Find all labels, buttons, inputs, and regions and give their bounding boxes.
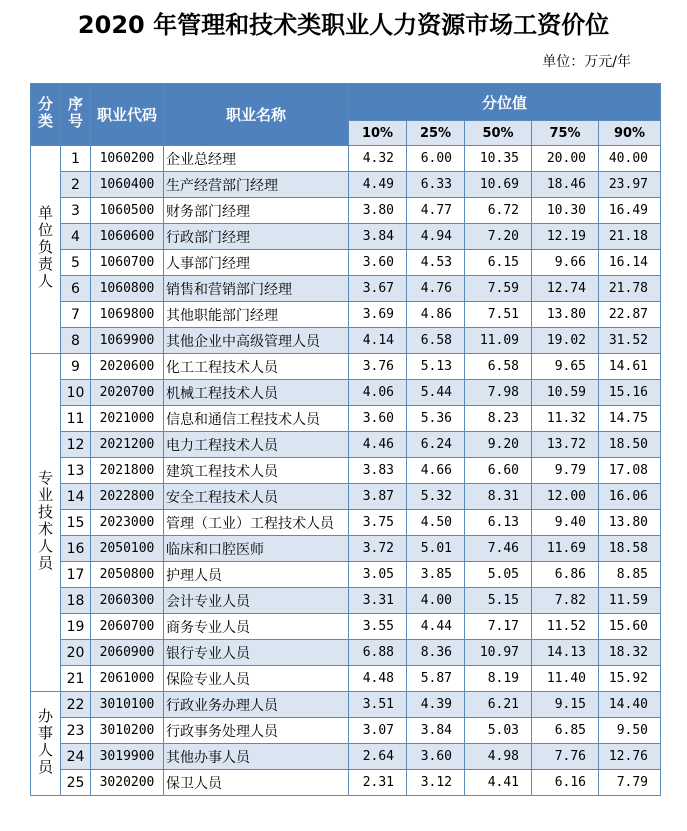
p90-cell: 40.00	[599, 146, 661, 172]
p10-cell: 2.64	[349, 744, 407, 770]
p90-cell: 15.60	[599, 614, 661, 640]
name-cell: 其他企业中高级管理人员	[164, 328, 349, 354]
table-row	[31, 380, 661, 406]
p25-cell: 3.84	[407, 718, 465, 744]
name-cell: 临床和口腔医师	[164, 536, 349, 562]
table-row	[31, 718, 661, 744]
header-code: 职业代码	[91, 84, 164, 146]
header-percentile: 分位值	[349, 84, 661, 121]
p75-cell: 10.30	[532, 198, 599, 224]
name-cell: 企业总经理	[164, 146, 349, 172]
p25-cell: 5.13	[407, 354, 465, 380]
seq-cell: 13	[61, 458, 91, 484]
p25-cell: 3.60	[407, 744, 465, 770]
name-cell: 机械工程技术人员	[164, 380, 349, 406]
p75-cell: 7.82	[532, 588, 599, 614]
p50-cell: 4.98	[465, 744, 532, 770]
p75-cell: 11.69	[532, 536, 599, 562]
table-row	[31, 458, 661, 484]
name-cell: 保险专业人员	[164, 666, 349, 692]
table-row	[31, 588, 661, 614]
table-row	[31, 614, 661, 640]
code-cell: 2020700	[91, 380, 164, 406]
name-cell: 化工工程技术人员	[164, 354, 349, 380]
p10-cell: 4.48	[349, 666, 407, 692]
table-row	[31, 562, 661, 588]
table-row	[31, 146, 661, 172]
name-cell: 会计专业人员	[164, 588, 349, 614]
seq-cell: 4	[61, 224, 91, 250]
p10-cell: 4.06	[349, 380, 407, 406]
code-cell: 3020200	[91, 770, 164, 796]
seq-cell: 11	[61, 406, 91, 432]
table-row	[31, 484, 661, 510]
p90-cell: 15.92	[599, 666, 661, 692]
seq-cell: 15	[61, 510, 91, 536]
p50-cell: 7.20	[465, 224, 532, 250]
category-label: 单位负责人	[36, 205, 54, 290]
name-cell: 保卫人员	[164, 770, 349, 796]
p75-cell: 14.13	[532, 640, 599, 666]
name-cell: 管理（工业）工程技术人员	[164, 510, 349, 536]
p25-cell: 4.86	[407, 302, 465, 328]
header-p25: 25%	[407, 121, 465, 146]
p90-cell: 12.76	[599, 744, 661, 770]
p50-cell: 7.46	[465, 536, 532, 562]
p25-cell: 5.32	[407, 484, 465, 510]
p25-cell: 5.01	[407, 536, 465, 562]
seq-cell: 24	[61, 744, 91, 770]
name-cell: 建筑工程技术人员	[164, 458, 349, 484]
table-row	[31, 666, 661, 692]
name-cell: 安全工程技术人员	[164, 484, 349, 510]
p25-cell: 5.36	[407, 406, 465, 432]
code-cell: 3010200	[91, 718, 164, 744]
p90-cell: 18.50	[599, 432, 661, 458]
p10-cell: 3.55	[349, 614, 407, 640]
p25-cell: 6.00	[407, 146, 465, 172]
name-cell: 商务专业人员	[164, 614, 349, 640]
p90-cell: 21.78	[599, 276, 661, 302]
p75-cell: 18.46	[532, 172, 599, 198]
table-row	[31, 692, 661, 718]
seq-cell: 23	[61, 718, 91, 744]
p25-cell: 8.36	[407, 640, 465, 666]
p75-cell: 9.40	[532, 510, 599, 536]
p25-cell: 4.39	[407, 692, 465, 718]
name-cell: 行政部门经理	[164, 224, 349, 250]
name-cell: 银行专业人员	[164, 640, 349, 666]
code-cell: 2061000	[91, 666, 164, 692]
p75-cell: 9.15	[532, 692, 599, 718]
p25-cell: 6.24	[407, 432, 465, 458]
p75-cell: 6.16	[532, 770, 599, 796]
p90-cell: 9.50	[599, 718, 661, 744]
seq-cell: 5	[61, 250, 91, 276]
category-label: 办事人员	[36, 707, 54, 776]
seq-cell: 8	[61, 328, 91, 354]
p75-cell: 10.59	[532, 380, 599, 406]
code-cell: 2060700	[91, 614, 164, 640]
p50-cell: 5.15	[465, 588, 532, 614]
p90-cell: 7.79	[599, 770, 661, 796]
seq-cell: 21	[61, 666, 91, 692]
name-cell: 其他职能部门经理	[164, 302, 349, 328]
seq-cell: 17	[61, 562, 91, 588]
p75-cell: 19.02	[532, 328, 599, 354]
p50-cell: 4.41	[465, 770, 532, 796]
table-row	[31, 276, 661, 302]
p50-cell: 5.03	[465, 718, 532, 744]
code-cell: 2023000	[91, 510, 164, 536]
p75-cell: 13.72	[532, 432, 599, 458]
code-cell: 1060700	[91, 250, 164, 276]
p50-cell: 7.98	[465, 380, 532, 406]
p25-cell: 4.77	[407, 198, 465, 224]
code-cell: 1060600	[91, 224, 164, 250]
name-cell: 财务部门经理	[164, 198, 349, 224]
table-row	[31, 770, 661, 796]
p25-cell: 3.12	[407, 770, 465, 796]
p75-cell: 9.66	[532, 250, 599, 276]
p25-cell: 4.53	[407, 250, 465, 276]
p10-cell: 6.88	[349, 640, 407, 666]
p10-cell: 3.67	[349, 276, 407, 302]
header-seq: 序号	[61, 84, 91, 146]
category-cell	[31, 692, 61, 796]
p10-cell: 3.69	[349, 302, 407, 328]
name-cell: 护理人员	[164, 562, 349, 588]
code-cell: 2021200	[91, 432, 164, 458]
table-row	[31, 250, 661, 276]
p50-cell: 5.05	[465, 562, 532, 588]
p25-cell: 4.76	[407, 276, 465, 302]
p90-cell: 14.61	[599, 354, 661, 380]
table-row	[31, 198, 661, 224]
p25-cell: 5.44	[407, 380, 465, 406]
p75-cell: 11.32	[532, 406, 599, 432]
seq-cell: 6	[61, 276, 91, 302]
code-cell: 1060400	[91, 172, 164, 198]
p90-cell: 16.14	[599, 250, 661, 276]
p10-cell: 4.14	[349, 328, 407, 354]
p25-cell: 3.85	[407, 562, 465, 588]
name-cell: 销售和营销部门经理	[164, 276, 349, 302]
code-cell: 3019900	[91, 744, 164, 770]
category-cell	[31, 354, 61, 692]
code-cell: 2060300	[91, 588, 164, 614]
seq-cell: 1	[61, 146, 91, 172]
p75-cell: 9.65	[532, 354, 599, 380]
name-cell: 行政业务办理人员	[164, 692, 349, 718]
p75-cell: 6.85	[532, 718, 599, 744]
p90-cell: 18.32	[599, 640, 661, 666]
table-row	[31, 354, 661, 380]
p50-cell: 6.15	[465, 250, 532, 276]
code-cell: 2050100	[91, 536, 164, 562]
p50-cell: 8.19	[465, 666, 532, 692]
p50-cell: 7.17	[465, 614, 532, 640]
p90-cell: 13.80	[599, 510, 661, 536]
table-row	[31, 536, 661, 562]
p50-cell: 9.20	[465, 432, 532, 458]
p50-cell: 7.59	[465, 276, 532, 302]
table-row	[31, 744, 661, 770]
p90-cell: 14.40	[599, 692, 661, 718]
p50-cell: 8.23	[465, 406, 532, 432]
name-cell: 信息和通信工程技术人员	[164, 406, 349, 432]
p10-cell: 3.51	[349, 692, 407, 718]
seq-cell: 22	[61, 692, 91, 718]
table-body	[31, 146, 661, 796]
table-row	[31, 406, 661, 432]
name-cell: 生产经营部门经理	[164, 172, 349, 198]
code-cell: 1069900	[91, 328, 164, 354]
p25-cell: 4.66	[407, 458, 465, 484]
p10-cell: 3.31	[349, 588, 407, 614]
p75-cell: 9.79	[532, 458, 599, 484]
seq-cell: 10	[61, 380, 91, 406]
p75-cell: 11.52	[532, 614, 599, 640]
p50-cell: 10.35	[465, 146, 532, 172]
p25-cell: 4.94	[407, 224, 465, 250]
p25-cell: 4.44	[407, 614, 465, 640]
p10-cell: 3.60	[349, 250, 407, 276]
p50-cell: 11.09	[465, 328, 532, 354]
p50-cell: 10.97	[465, 640, 532, 666]
p75-cell: 12.19	[532, 224, 599, 250]
p10-cell: 3.76	[349, 354, 407, 380]
code-cell: 2020600	[91, 354, 164, 380]
seq-cell: 7	[61, 302, 91, 328]
p25-cell: 6.58	[407, 328, 465, 354]
p10-cell: 4.46	[349, 432, 407, 458]
code-cell: 2060900	[91, 640, 164, 666]
p25-cell: 4.00	[407, 588, 465, 614]
p10-cell: 3.60	[349, 406, 407, 432]
header-name: 职业名称	[164, 84, 349, 146]
p90-cell: 21.18	[599, 224, 661, 250]
seq-cell: 9	[61, 354, 91, 380]
p75-cell: 12.00	[532, 484, 599, 510]
p90-cell: 31.52	[599, 328, 661, 354]
name-cell: 人事部门经理	[164, 250, 349, 276]
p25-cell: 6.33	[407, 172, 465, 198]
seq-cell: 19	[61, 614, 91, 640]
table-row	[31, 432, 661, 458]
code-cell: 1060500	[91, 198, 164, 224]
p10-cell: 2.31	[349, 770, 407, 796]
seq-cell: 2	[61, 172, 91, 198]
p90-cell: 17.08	[599, 458, 661, 484]
code-cell: 2022800	[91, 484, 164, 510]
seq-cell: 25	[61, 770, 91, 796]
p75-cell: 13.80	[532, 302, 599, 328]
p75-cell: 7.76	[532, 744, 599, 770]
seq-cell: 14	[61, 484, 91, 510]
header-p75: 75%	[532, 121, 599, 146]
p25-cell: 4.50	[407, 510, 465, 536]
p50-cell: 10.69	[465, 172, 532, 198]
table-row	[31, 328, 661, 354]
table-row	[31, 172, 661, 198]
seq-cell: 18	[61, 588, 91, 614]
code-cell: 1060200	[91, 146, 164, 172]
table-row	[31, 224, 661, 250]
header-p50: 50%	[465, 121, 532, 146]
p90-cell: 11.59	[599, 588, 661, 614]
p50-cell: 6.60	[465, 458, 532, 484]
p25-cell: 5.87	[407, 666, 465, 692]
header-category: 分类	[31, 84, 61, 146]
p90-cell: 22.87	[599, 302, 661, 328]
code-cell: 1060800	[91, 276, 164, 302]
p75-cell: 6.86	[532, 562, 599, 588]
p75-cell: 11.40	[532, 666, 599, 692]
code-cell: 2050800	[91, 562, 164, 588]
code-cell: 2021000	[91, 406, 164, 432]
name-cell: 其他办事人员	[164, 744, 349, 770]
p10-cell: 3.72	[349, 536, 407, 562]
p10-cell: 3.07	[349, 718, 407, 744]
p90-cell: 14.75	[599, 406, 661, 432]
p10-cell: 4.49	[349, 172, 407, 198]
p50-cell: 6.21	[465, 692, 532, 718]
p50-cell: 6.72	[465, 198, 532, 224]
table-row	[31, 302, 661, 328]
table-row	[31, 510, 661, 536]
category-cell	[31, 146, 61, 354]
p50-cell: 6.58	[465, 354, 532, 380]
p90-cell: 23.97	[599, 172, 661, 198]
page-title: 2020 年管理和技术类职业人力资源市场工资价位	[77, 11, 610, 39]
p10-cell: 3.80	[349, 198, 407, 224]
p90-cell: 16.06	[599, 484, 661, 510]
p75-cell: 12.74	[532, 276, 599, 302]
p10-cell: 4.32	[349, 146, 407, 172]
p50-cell: 8.31	[465, 484, 532, 510]
p50-cell: 6.13	[465, 510, 532, 536]
p10-cell: 3.05	[349, 562, 407, 588]
seq-cell: 16	[61, 536, 91, 562]
p90-cell: 15.16	[599, 380, 661, 406]
category-label: 专业技术人员	[36, 469, 54, 572]
seq-cell: 20	[61, 640, 91, 666]
code-cell: 3010100	[91, 692, 164, 718]
p75-cell: 20.00	[532, 146, 599, 172]
p90-cell: 8.85	[599, 562, 661, 588]
p10-cell: 3.75	[349, 510, 407, 536]
seq-cell: 12	[61, 432, 91, 458]
code-cell: 2021800	[91, 458, 164, 484]
p10-cell: 3.84	[349, 224, 407, 250]
p50-cell: 7.51	[465, 302, 532, 328]
name-cell: 行政事务处理人员	[164, 718, 349, 744]
wage-table	[30, 83, 661, 796]
p10-cell: 3.87	[349, 484, 407, 510]
p10-cell: 3.83	[349, 458, 407, 484]
name-cell: 电力工程技术人员	[164, 432, 349, 458]
p90-cell: 18.58	[599, 536, 661, 562]
header-p90: 90%	[599, 121, 661, 146]
table-row	[31, 640, 661, 666]
seq-cell: 3	[61, 198, 91, 224]
code-cell: 1069800	[91, 302, 164, 328]
header-p10: 10%	[349, 121, 407, 146]
p90-cell: 16.49	[599, 198, 661, 224]
unit-label: 单位：万元/年	[542, 54, 631, 70]
